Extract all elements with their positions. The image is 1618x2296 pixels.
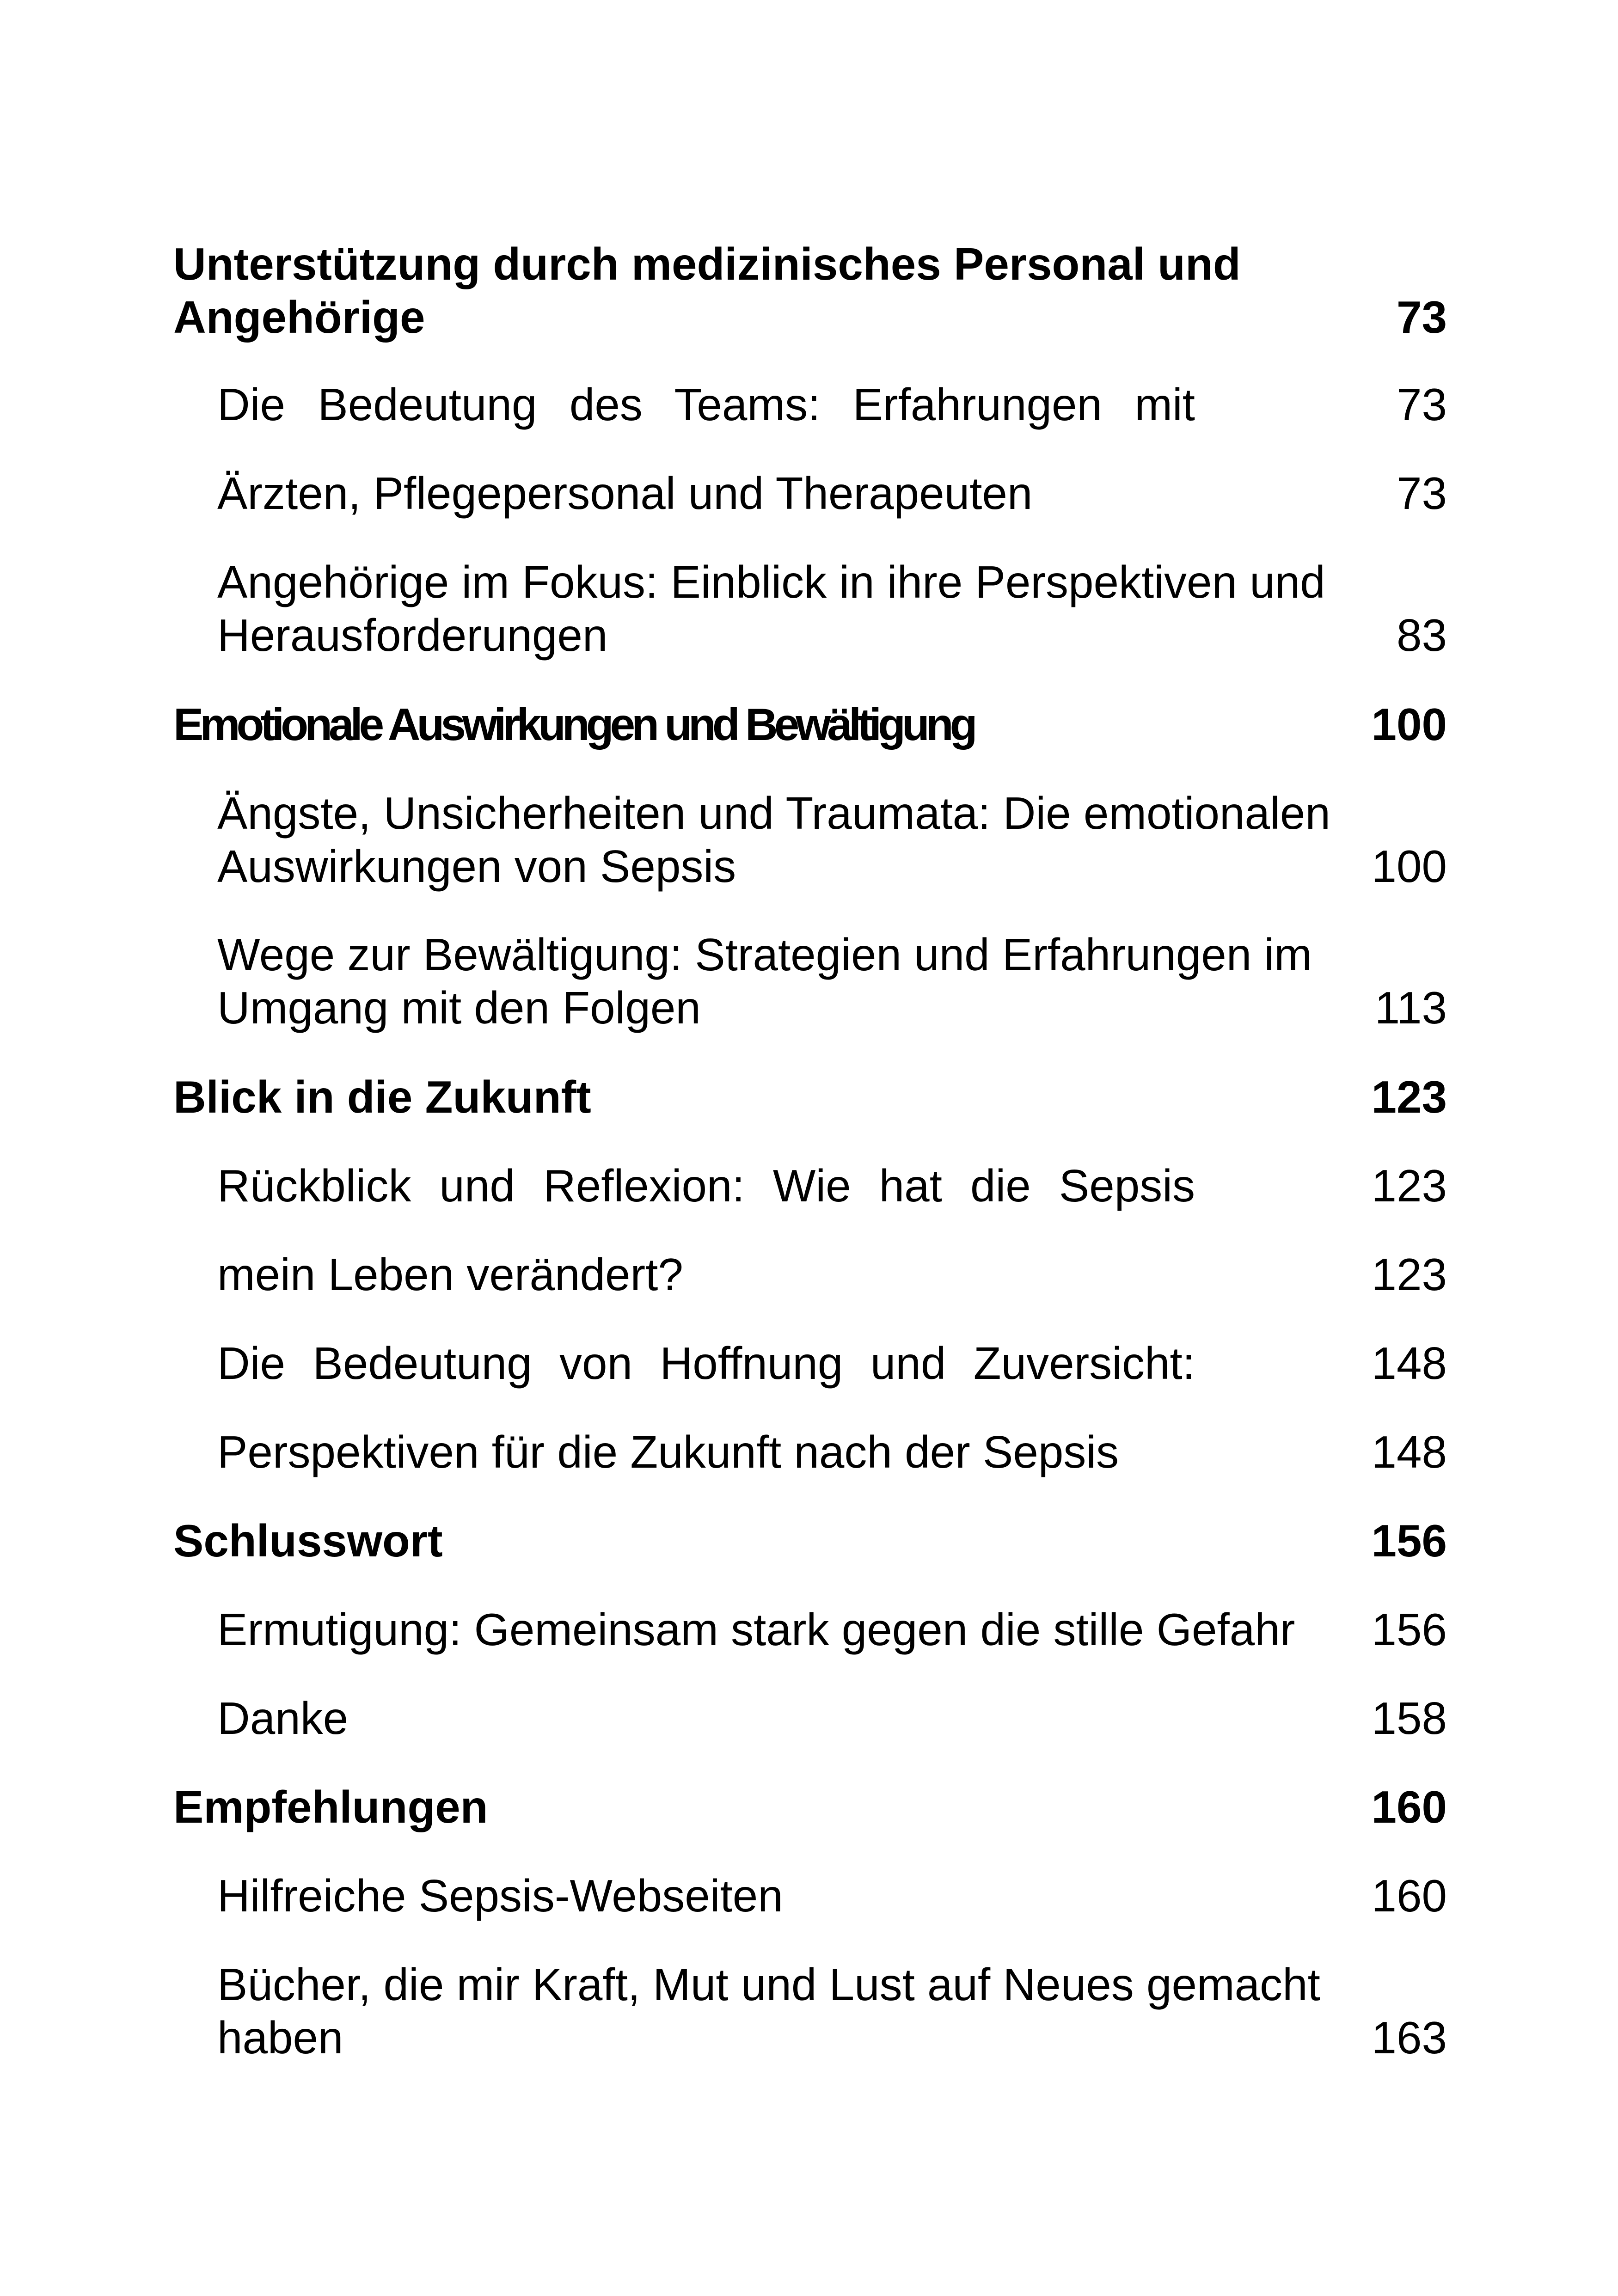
toc-entry-page: 148 [1371,1338,1447,1389]
toc-entry-title: Ängste, Unsicherheiten und Traumata: Die emotionalen Auswirkungen von Sepsis [217,788,1330,892]
toc-entry-title: Angehörige im Fokus: Einblick in ihre Perspektiven und Herausforderungen [217,557,1325,661]
toc-entry-page: 163 [1371,2012,1447,2063]
toc-section-wege-bewaeltigung[interactable] [217,928,1447,1035]
toc-section-bedeutung-teams[interactable] [217,378,1447,431]
toc-entry-title: Ärzten, Pflegepersonal und Therapeuten [217,468,1033,519]
toc-section-aengste-unsicherheiten[interactable] [217,787,1447,893]
toc-entry-title: Bücher, die mir Kraft, Mut und Lust auf Neues gemacht haben [217,1959,1320,2063]
toc-entry-title: Die Bedeutung von Hoffnung und Zuversicht: [217,1338,1195,1389]
toc-entry-page: 158 [1371,1693,1447,1744]
toc-entry-page: 160 [1371,1870,1447,1921]
toc-entry-page: 73 [1396,379,1447,430]
toc-entry-page: 73 [1396,468,1447,519]
toc-section-angehoerige-fokus[interactable] [217,556,1447,662]
toc-entry-page: 156 [1371,1604,1447,1655]
toc-section-hoffnung-zuversicht[interactable] [217,1337,1447,1390]
toc-entry-title: Danke [217,1693,349,1744]
toc-section-sepsis-webseiten[interactable] [217,1869,1447,1923]
toc-entry-title: Unterstützung durch medizinisches Personal und Angehörige [173,239,1241,343]
toc-entry-title: mein Leben verändert? [217,1249,683,1300]
toc-entry-page: 123 [1371,1071,1447,1122]
toc-entry-title: Wege zur Bewältigung: Strategien und Erfahrungen im Umgang mit den Folgen [217,929,1312,1033]
toc-entry-title: Blick in die Zukunft [173,1071,591,1122]
toc-chapter-unterstuetzung[interactable] [173,238,1447,344]
toc-section-rueckblick-reflexion[interactable] [217,1159,1447,1212]
toc-chapter-schlusswort[interactable] [173,1514,1447,1567]
toc-entry-page: 113 [1374,982,1447,1033]
toc-entry-title: Hilfreiche Sepsis-Webseiten [217,1870,783,1921]
toc-section-aerzten-pflegepersonal[interactable] [217,467,1447,520]
toc-section-buecher[interactable] [217,1958,1447,2064]
toc-entry-title: Schlusswort [173,1515,443,1566]
toc-entry-page: 123 [1371,1249,1447,1300]
toc-entry-title: Rückblick und Reflexion: Wie hat die Sepsis [217,1160,1195,1211]
toc-section-leben-veraendert[interactable] [217,1248,1447,1301]
toc-entry-page: 73 [1396,292,1447,343]
toc-entry-page: 123 [1371,1160,1447,1211]
toc-chapter-empfehlungen[interactable] [173,1781,1447,1834]
toc-entry-title: Perspektiven für die Zukunft nach der Sepsis [217,1427,1119,1477]
toc-entry-page: 100 [1371,841,1447,892]
toc-chapter-blick-zukunft[interactable] [173,1071,1447,1124]
toc-entry-page: 83 [1396,610,1447,661]
toc-entry-page: 160 [1371,1782,1447,1832]
toc-entry-page: 148 [1371,1427,1447,1477]
toc-chapter-emotionale-auswirkungen[interactable] [173,698,1447,751]
toc-entry-title: Ermutigung: Gemeinsam stark gegen die stille Gefahr [217,1604,1295,1655]
toc-section-danke[interactable] [217,1692,1447,1745]
toc-section-perspektiven-zukunft[interactable] [217,1426,1447,1479]
toc-entry-title: Emotionale Auswirkungen und Bewältigung [173,699,974,750]
toc-entry-page: 100 [1371,699,1447,750]
toc-entry-page: 156 [1371,1515,1447,1566]
toc-entry-title: Empfehlungen [173,1782,488,1832]
toc-entry-title: Die Bedeutung des Teams: Erfahrungen mit [217,379,1195,430]
toc-section-ermutigung[interactable] [217,1603,1447,1656]
